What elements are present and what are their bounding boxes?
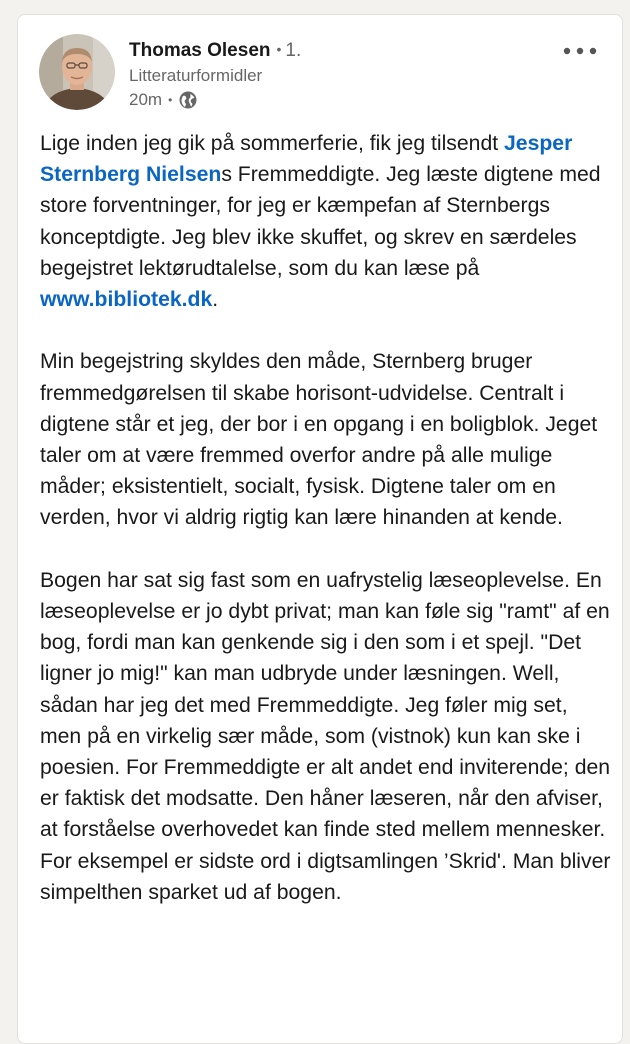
connection-separator: • — [276, 41, 282, 57]
post-paragraph-3: Bogen har sat sig fast som en uafrystelig læseoplevelse. En læseoplevelse er jo dybt privat; man kan føle sig "ramt" af en bog, fordi man kan genkende sig i den som i et spejl. "Det ligner jo mig!" kan man udbryde under læsningen. Well, sådan har jeg det med Fremmeddigte. Jeg føler mig set, men på en virkelig sær måde, som (vistnok) kun kan ske i poesien. For Fremmeddigte er alt andet end inviterende; den er faktisk det modsatte. Den håner læseren, når den afviser, at forståelse overhovedet kan finde sted mellem mennesker. For eksempel er sidste ord i digtsamlingen ’Skrid'. Man bliver simpelthen sparket ud af bogen. — [40, 568, 611, 904]
author-headline: Litteraturformidler — [129, 66, 263, 85]
paragraph-text: . — [212, 288, 219, 312]
connection-degree: 1. — [285, 40, 302, 61]
paragraph-text: s Fremmeddigte. Jeg læste digtene med store forventninger, for jeg er kæmpefan af Sternbergs konceptdigte. Jeg blev ikke skuffet, og skrev en særdeles begejstret lektørudtalelse, som du kan læse på — [40, 163, 601, 280]
paragraph-text: Lige inden jeg gik på sommerferie, fik jeg tilsendt — [40, 132, 505, 155]
post-paragraph-2: Min begejstring skyldes den måde, Sternberg bruger fremmedgørelsen til skabe horisont-udvidelse. Centralt i digtene står et jeg, der bor i en opgang i en boligblok. Jeget taler om at være fremmed overfor andre på alle mulige måder; eksistentielt, socialt, fysisk. Digtene taler om en verden, hvor vi aldrig rigtig kan lære hinanden at kende. — [40, 350, 598, 530]
author-name[interactable]: Thomas Olesen — [129, 40, 271, 61]
more-horizontal-icon — [562, 46, 598, 56]
post-time: 20m — [129, 90, 163, 109]
globe-icon — [178, 90, 198, 110]
avatar-photo — [39, 34, 115, 110]
mention-link[interactable]: Jesper Sternberg Nielsen — [40, 132, 573, 187]
post-meta — [129, 89, 198, 111]
meta-separator: • — [168, 93, 173, 107]
post-card — [17, 14, 623, 1044]
avatar[interactable] — [39, 34, 115, 110]
bibliotek-link[interactable]: www.bibliotek.dk — [40, 288, 213, 312]
more-options-button[interactable] — [560, 39, 600, 63]
author-line — [129, 37, 301, 63]
post-paragraph-1 — [40, 128, 614, 315]
post-text — [40, 128, 614, 939]
